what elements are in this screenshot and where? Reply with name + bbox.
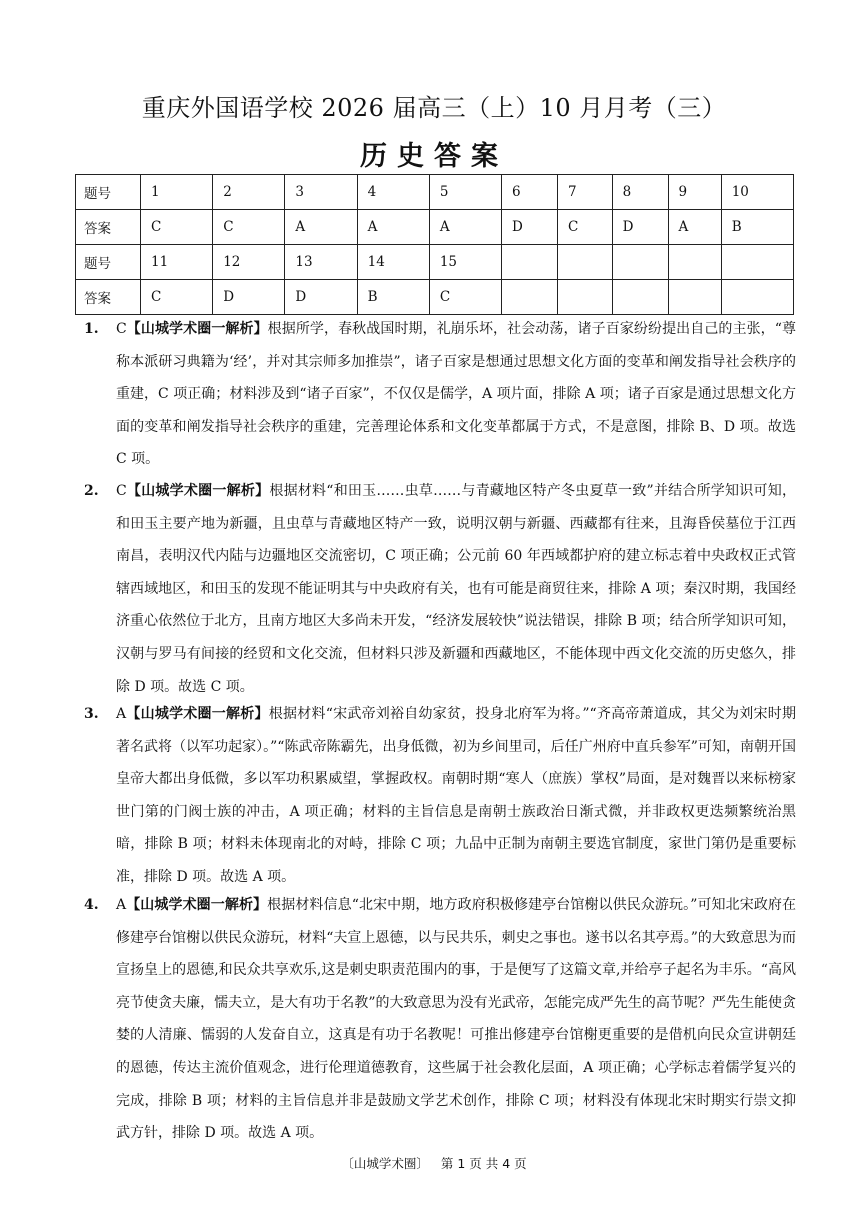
explanation-text: 根据所学，春秋战国时期，礼崩乐坏，社会动荡，诸子百家纷纷提出自己的主张，“尊称本派研习典籍为‘经’，并对其宗师多加推崇”，诸子百家是想通过思想文化方面的变革和阐发指导社会秩序的重建，C 项正确；材料涉及到“诸子百家”，不仅仅是儒学，A 项片面，排除 A 项；诸子百家是通过思想文化方面的变革和阐发指导社会秩序的重建，完善理论体系和文化变革都属于方式，不是意图，排除 B、D 项。故选 C 项。 <box>116 321 797 468</box>
question-number-cell: 6 <box>502 175 558 210</box>
explanation-text: 根据材料“和田玉……虫草……与青藏地区特产冬虫夏草一致”并结合所学知识可知，和田玉主要产地为新疆，且虫草与青藏地区特产一致，说明汉朝与新疆、西藏都有往来，且海昏侯墓位于江西南昌，表明汉代内陆与边疆地区交流密切，C 项正确；公元前 60 年西域都护府的建立标志着中央政权正式管辖西域地区，和田玉的发现不能证明其与中央政府有关，也有可能是商贸往来，排除 A 项；秦汉时期，我国经济重心依然位于北方，且南方地区大多尚未开发，“经济发展较快”说法错误，排除 B 项；结合所学知识可知，汉朝与罗马有间接的经贸和文化交流，但材料只涉及新疆和西藏地区，不能体现中西文化交流的历史悠久，排除 D 项。故选 C 项。 <box>116 483 797 695</box>
question-number-cell: 11 <box>141 245 213 280</box>
explanation-paragraph <box>116 698 796 894</box>
question-number: 1. <box>84 321 99 337</box>
question-number-cell: 7 <box>557 175 612 210</box>
correct-option: A <box>116 706 127 722</box>
explanation-text: 根据材料“宋武帝刘裕自幼家贫，投身北府军为将。”“齐高帝萧道成，其父为刘宋时期著名武将（以军功起家）。”“陈武帝陈霸先，出身低微，初为乡间里司，后任广州府中直兵参军”可知，南朝开国皇帝大都出身低微，多以军功积累威望，掌握政权。南朝时期“寒人（庶族）掌权”局面，是对魏晋以来标榜家世门第的门阀士族的冲击，A 项正确；材料的主旨信息是南朝士族政治日渐式微，并非政权更迭频繁统治黑暗，排除 B 项；材料未体现南北的对峙，排除 C 项；九品中正制为南朝主要选官制度，家世门第仍是重要标准，排除 D 项。故选 A 项。 <box>116 706 796 885</box>
explanation-item-1 <box>84 313 796 476</box>
correct-option: C <box>116 321 127 337</box>
answer-row <box>76 210 794 245</box>
answer-label-cell: 答案 <box>76 280 141 315</box>
answer-cell: C <box>213 210 285 245</box>
answer-cell: C <box>141 280 213 315</box>
correct-option: C <box>116 483 127 499</box>
answer-cell: B <box>721 210 793 245</box>
answer-row <box>76 280 794 315</box>
empty-cell <box>721 245 793 280</box>
empty-cell <box>502 245 558 280</box>
explanation-paragraph <box>116 475 796 703</box>
question-number-row <box>76 175 794 210</box>
answer-cell: A <box>429 210 501 245</box>
empty-cell <box>612 280 668 315</box>
answer-cell: A <box>668 210 721 245</box>
question-number-cell: 5 <box>429 175 501 210</box>
question-number: 4. <box>84 897 99 913</box>
question-label-cell: 题号 <box>76 245 141 280</box>
explanation-item-4 <box>84 889 796 1150</box>
answer-cell: C <box>429 280 501 315</box>
question-number-cell: 9 <box>668 175 721 210</box>
correct-option: A <box>116 897 127 913</box>
document-subtitle: 历史答案 <box>360 141 508 172</box>
empty-cell <box>557 245 612 280</box>
answer-cell: A <box>285 210 357 245</box>
question-number-cell: 10 <box>721 175 793 210</box>
question-number-cell: 3 <box>285 175 357 210</box>
question-number: 3. <box>84 706 99 722</box>
answer-cell: D <box>285 280 357 315</box>
answer-cell: D <box>213 280 285 315</box>
answer-label-cell: 答案 <box>76 210 141 245</box>
explanation-item-3 <box>84 698 796 894</box>
question-label-cell: 题号 <box>76 175 141 210</box>
answer-cell: A <box>357 210 429 245</box>
question-number-row <box>76 245 794 280</box>
question-number-cell: 12 <box>213 245 285 280</box>
exam-title: 重庆外国语学校 2026 届高三（上）10 月月考（三） <box>141 94 727 122</box>
footer-source: 〔山城学术圈〕 <box>341 1156 429 1171</box>
empty-cell <box>721 280 793 315</box>
empty-cell <box>668 280 721 315</box>
question-number-cell: 14 <box>357 245 429 280</box>
empty-cell <box>557 280 612 315</box>
empty-cell <box>612 245 668 280</box>
analysis-tag: 【山城学术圈一解析】 <box>126 483 270 499</box>
analysis-tag: 【山城学术圈一解析】 <box>126 706 269 722</box>
empty-cell <box>668 245 721 280</box>
answer-table <box>75 174 794 315</box>
answer-cell: C <box>141 210 213 245</box>
page-footer <box>0 1154 868 1172</box>
question-number-cell: 1 <box>141 175 213 210</box>
explanation-paragraph <box>116 889 796 1150</box>
answer-cell: B <box>357 280 429 315</box>
explanation-paragraph <box>116 313 796 476</box>
analysis-tag: 【山城学术圈一解析】 <box>126 897 268 913</box>
answer-cell: D <box>612 210 668 245</box>
explanation-text: 根据材料信息“北宋中期，地方政府积极修建亭台馆榭以供民众游玩。”可知北宋政府在修建亭台馆榭以供民众游玩，材料“夫宣上恩德，以与民共乐，刺史之事也。遂书以名其亭焉。”的大致意思为而宣扬皇上的恩德,和民众共享欢乐,这是刺史职责范围内的事，于是便写了这篇文章,并给亭子起名为丰乐。“高风亮节使贪夫廉，懦夫立，是大有功于名教”的大致意思为没有光武帝，怎能完成严先生的高节呢？严先生能使贪婪的人清廉、懦弱的人发奋自立，这真是有功于名教呢！可推出修建亭台馆榭更重要的是借机向民众宣讲朝廷的恩德，传达主流价值观念，进行伦理道德教育，这些属于社会教化层面，A 项正确；心学标志着儒学复兴的完成，排除 B 项；材料的主旨信息并非是鼓励文学艺术创作，排除 C 项；材料没有体现北宋时期实行崇文抑武方针，排除 D 项。故选 A 项。 <box>116 897 797 1142</box>
question-number-cell: 15 <box>429 245 501 280</box>
question-number: 2. <box>84 483 99 499</box>
explanation-item-2 <box>84 475 796 703</box>
page-number: 第 1 页 共 4 页 <box>440 1156 527 1171</box>
empty-cell <box>502 280 558 315</box>
question-number-cell: 2 <box>213 175 285 210</box>
answer-cell: C <box>557 210 612 245</box>
question-number-cell: 4 <box>357 175 429 210</box>
analysis-tag: 【山城学术圈一解析】 <box>126 321 268 337</box>
question-number-cell: 13 <box>285 245 357 280</box>
answer-cell: D <box>502 210 558 245</box>
question-number-cell: 8 <box>612 175 668 210</box>
